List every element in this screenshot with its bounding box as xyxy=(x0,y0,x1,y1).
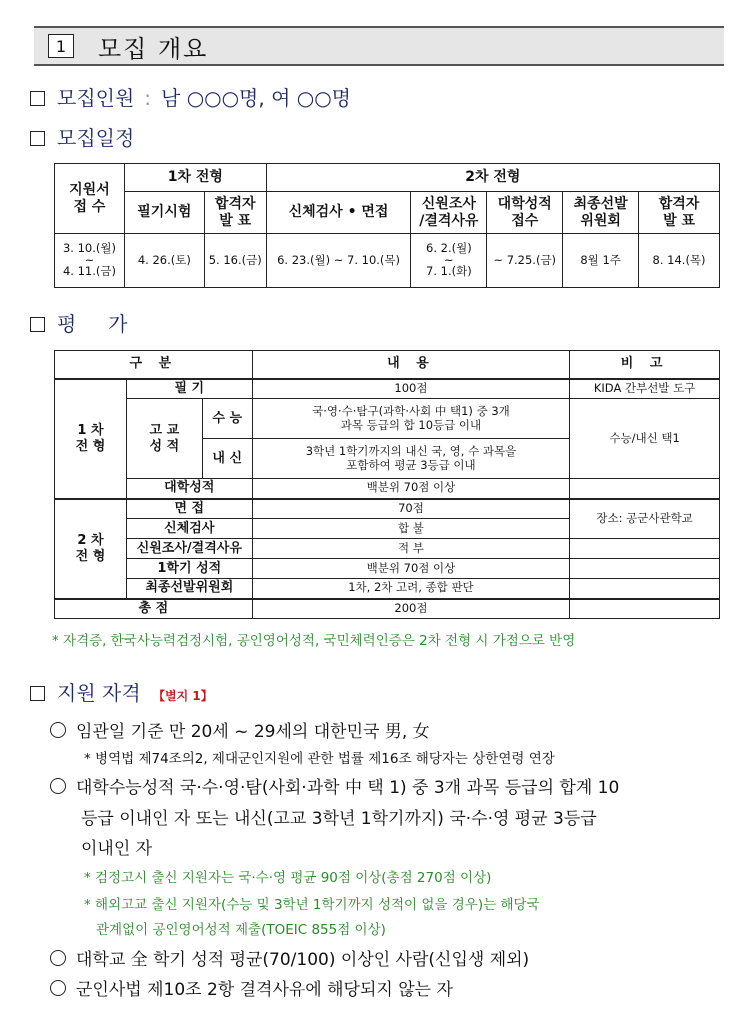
row-content: 1차, 2차 고려, 종합 판단 xyxy=(252,579,569,599)
row-label: 최종선발위원회 xyxy=(126,579,252,599)
bonus-note: * 자격증, 한국사능력검정시험, 공인영어성적, 국민체력인증은 2차 전형 시 가점으로 반영 xyxy=(52,633,576,649)
second-stage-header: 2차 전형 xyxy=(266,164,719,192)
row-content: 국·영·수·탐구(과학·사회 中 택1) 중 3개 과목 등급의 합 10등급 이내 xyxy=(252,399,569,439)
appendix-tag: 【별지 1】 xyxy=(153,689,213,703)
evaluation-title-line xyxy=(30,308,127,337)
checkbox-square-icon xyxy=(30,317,45,332)
row-note xyxy=(570,579,720,599)
evaluation-title: 평 가 xyxy=(57,312,128,336)
row-content: 70점 xyxy=(252,499,569,519)
qualification-continuation: 등급 이내인 자 또는 내신(고교 3학년 1학기까지) 국·수·영 평균 3등급 xyxy=(81,809,597,829)
checkbox-square-icon xyxy=(30,91,45,106)
row-note xyxy=(570,479,720,499)
circle-bullet-icon xyxy=(50,778,66,794)
schedule-table xyxy=(54,163,720,288)
checkbox-square-icon xyxy=(30,131,45,146)
evaluation-table xyxy=(54,350,720,619)
row-label: 필 기 xyxy=(126,379,252,399)
total-label: 총 점 xyxy=(55,599,253,619)
schedule-title: 모집일정 xyxy=(57,126,135,150)
sub-header: 신원조사 /결격사유 xyxy=(411,192,487,234)
qualification-item: 임관일 기준 만 20세 ~ 29세의 대한민국 男, 女 xyxy=(50,717,430,742)
schedule-cell: 4. 26.(토) xyxy=(124,234,204,288)
qualification-title: 지원 자격 xyxy=(57,681,141,705)
checkbox-square-icon xyxy=(30,686,45,701)
schedule-cell: 6. 2.(월) ~ 7. 1.(화) xyxy=(411,234,487,288)
sub-header: 합격자 발 표 xyxy=(204,192,266,234)
row-label: 대학성적 xyxy=(126,479,252,499)
schedule-cell: 3. 10.(월) ~ 4. 11.(금) xyxy=(55,234,125,288)
schedule-cell: 8. 14.(목) xyxy=(639,234,720,288)
colon-separator: : xyxy=(144,86,152,110)
section-number: 1 xyxy=(48,34,74,58)
row-content: 백분위 70점 이상 xyxy=(252,559,569,579)
row-content: 3학년 1학기까지의 내신 국, 영, 수 과목을 포함하여 평균 3등급 이내 xyxy=(252,439,569,479)
circle-bullet-icon xyxy=(50,950,66,966)
col-header-note: 비 고 xyxy=(570,351,720,379)
apply-header: 지원서 접 수 xyxy=(55,164,125,234)
qualification-subnote: * 검정고시 출신 지원자는 국·수·영 평균 90점 이상(총점 270점 이상) xyxy=(84,870,492,886)
schedule-cell: ~ 7.25.(금) xyxy=(487,234,563,288)
row-content: 합 불 xyxy=(252,519,569,539)
row-note: 장소: 공군사관학교 xyxy=(570,499,720,539)
row-label: 1학기 성적 xyxy=(126,559,252,579)
recruit-count-value: 남 ○○○명, 여 ○○명 xyxy=(161,86,351,110)
schedule-title-line xyxy=(30,122,134,151)
schedule-cell: 8월 1주 xyxy=(563,234,639,288)
hs-score-label: 고 교 성 적 xyxy=(126,399,202,479)
row-note xyxy=(570,539,720,559)
section-title: 모집 개요 xyxy=(98,34,209,63)
schedule-cell: 5. 16.(금) xyxy=(204,234,266,288)
row-note xyxy=(570,559,720,579)
first-stage-header: 1차 전형 xyxy=(124,164,266,192)
row-content: 100점 xyxy=(252,379,569,399)
first-stage-label: 1 차 전 형 xyxy=(55,379,127,499)
qualification-title-line xyxy=(30,677,213,706)
row-content: 적 부 xyxy=(252,539,569,559)
qualification-subnote: * 병역법 제74조의2, 제대군인지원에 관한 법률 제16조 해당자는 상한연령 연장 xyxy=(84,751,555,767)
row-note: KIDA 간부선발 도구 xyxy=(570,379,720,399)
row-content: 백분위 70점 이상 xyxy=(252,479,569,499)
qualification-subnote: 관계없이 공인영어성적 제출(TOEIC 855점 이상) xyxy=(96,922,386,938)
sub-header: 최종선발 위원회 xyxy=(563,192,639,234)
row-label: 내 신 xyxy=(202,439,252,479)
sub-header: 합격자 발 표 xyxy=(639,192,720,234)
row-label: 면 접 xyxy=(126,499,252,519)
circle-bullet-icon xyxy=(50,980,66,996)
second-stage-label: 2 차 전 형 xyxy=(55,499,127,599)
recruit-count-line xyxy=(30,82,351,111)
sub-header: 대학성적 접수 xyxy=(487,192,563,234)
row-note xyxy=(570,599,720,619)
total-content: 200점 xyxy=(252,599,569,619)
row-note: 수능/내신 택1 xyxy=(570,399,720,479)
row-label: 수 능 xyxy=(202,399,252,439)
row-label: 신체검사 xyxy=(126,519,252,539)
section-header xyxy=(34,26,724,66)
col-header-category: 구 분 xyxy=(55,351,253,379)
sub-header: 신체검사 • 면접 xyxy=(266,192,411,234)
circle-bullet-icon xyxy=(50,722,66,738)
row-label: 신원조사/결격사유 xyxy=(126,539,252,559)
qualification-continuation: 이내인 자 xyxy=(81,839,153,859)
recruit-count-label: 모집인원 xyxy=(57,86,135,110)
qualification-item: 군인사법 제10조 2항 결격사유에 해당되지 않는 자 xyxy=(50,975,453,1000)
qualification-item: 대학교 全 학기 성적 평균(70/100) 이상인 사람(신입생 제외) xyxy=(50,945,529,970)
col-header-content: 내 용 xyxy=(252,351,569,379)
sub-header: 필기시험 xyxy=(124,192,204,234)
qualification-subnote: * 해외고교 출신 지원자(수능 및 3학년 1학기까지 성적이 없을 경우)는 해당국 xyxy=(84,897,540,913)
qualification-item: 대학수능성적 국·수·영·탐(사회·과학 中 택 1) 중 3개 과목 등급의 합계 10 xyxy=(50,773,619,798)
schedule-cell: 6. 23.(월) ~ 7. 10.(목) xyxy=(266,234,411,288)
